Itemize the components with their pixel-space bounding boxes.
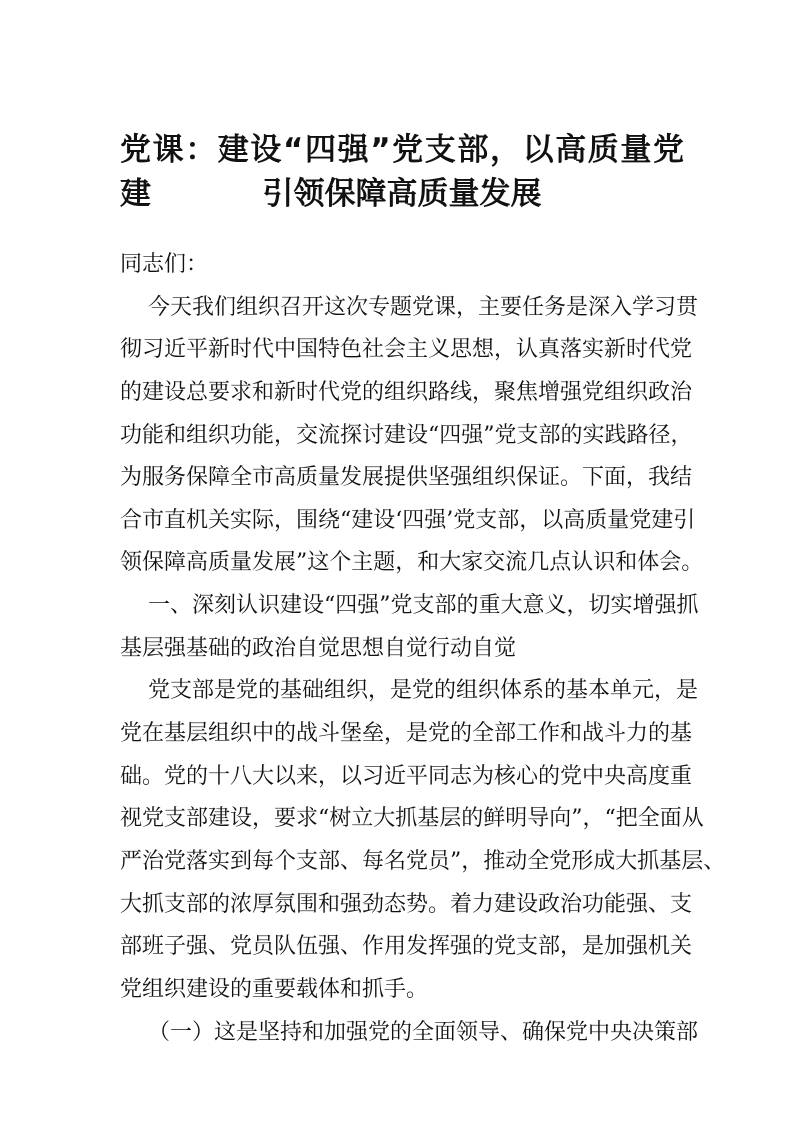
paragraph-line: 党支部是党的基础组织，是党的组织体系的基本单元，是 [148, 678, 699, 704]
paragraph-line: 功能和组织功能，交流探讨建设“四强”党支部的实践路径， [120, 422, 693, 448]
paragraph-line: 视党支部建设，要求“树立大抓基层的鲜明导向”，“把全面从 [120, 806, 704, 832]
paragraph-line: 今天我们组织召开这次专题党课，主要任务是深入学习贯 [148, 294, 699, 320]
paragraph-line: 党组织建设的重要载体和抓手。 [120, 976, 429, 1002]
paragraph-line: 的建设总要求和新时代党的组织路线，聚焦增强党组织政治 [120, 379, 693, 405]
document-title-line-1: 党课：建设“四强”党支部，以高质量党建 [120, 132, 684, 212]
paragraph-line: 领保障高质量发展”这个主题，和大家交流几点认识和体会。 [120, 550, 704, 576]
paragraph-line: 大抓支部的浓厚氛围和强劲态势。着力建设政治功能强、支 [120, 891, 693, 917]
paragraph [120, 670, 726, 1011]
paragraph-line: 彻习近平新时代中国特色社会主义思想，认真落实新时代党 [120, 337, 693, 363]
paragraph-line: 党在基层组织中的战斗堡垒，是党的全部工作和战斗力的基 [120, 721, 693, 747]
paragraph [120, 585, 699, 670]
paragraph [120, 287, 704, 585]
paragraph-line: 一、深刻认识建设“四强”党支部的重大意义，切实增强抓 [148, 593, 699, 619]
paragraph-line: （一）这是坚持和加强党的全面领导、确保党中央决策部 [148, 1019, 699, 1045]
paragraph-line: 合市直机关实际，围绕“建设‘四强’党支部，以高质量党建引 [120, 507, 696, 533]
paragraph-line: 为服务保障全市高质量发展提供坚强组织保证。下面，我结 [120, 465, 693, 491]
paragraph-line: 部班子强、党员队伍强、作用发挥强的党支部，是加强机关 [120, 934, 693, 960]
paragraph-line: 严治党落实到每个支部、每名党员”，推动全党形成大抓基层、 [120, 848, 726, 874]
paragraph-line: 基层强基础的政治自觉思想自觉行动自觉 [120, 635, 517, 661]
document-title-line-2: 引领保障高质量发展 [262, 176, 542, 212]
document-body [120, 244, 726, 1054]
paragraph [120, 1012, 699, 1055]
paragraph-line: 础。党的十八大以来，以习近平同志为核心的党中央高度重 [120, 763, 693, 789]
greeting: 同志们： [120, 252, 209, 277]
